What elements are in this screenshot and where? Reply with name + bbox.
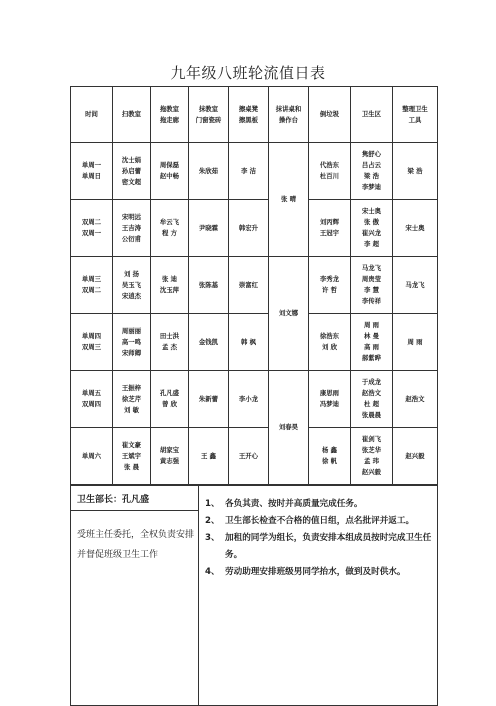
cell-mop: 牟云飞 程 方 xyxy=(151,200,189,257)
rule-item xyxy=(205,513,433,530)
cell-time: 单周四 双周三 xyxy=(71,314,113,371)
cell-mop: 孔凡盛 曾 欣 xyxy=(151,371,189,428)
column-header: 卫生区 xyxy=(351,87,393,143)
cell-desk: 王开心 xyxy=(229,428,269,485)
cell-tools: 赵浩文 xyxy=(393,371,438,428)
cell-wipe: 金钱凯 xyxy=(189,314,229,371)
cell-podium: 刘文娜 xyxy=(269,257,309,371)
minister-duty-text: 受班主任委托，全权负责安排并督促班级卫生工作 xyxy=(71,511,199,706)
rule-text: 卫生部长检查不合格的值日组，点名批评并返工。 xyxy=(225,516,415,526)
rule-item xyxy=(205,496,433,513)
cell-time: 单周六 xyxy=(71,428,113,485)
cell-desk: 韩宏升 xyxy=(229,200,269,257)
cell-area: 崔剑飞 张芝华 孟 玮 赵兴毅 xyxy=(351,428,393,485)
cell-area: 周 雨 林 曼 高 雨 郝紫晔 xyxy=(351,314,393,371)
cell-mop: 田士洪 孟 杰 xyxy=(151,314,189,371)
table-row xyxy=(71,314,438,371)
cell-podium: 张 晴 xyxy=(269,143,309,257)
cell-time: 单周一 单周日 xyxy=(71,143,113,200)
cell-bin: 代浩东 杜百川 xyxy=(309,143,351,200)
cell-mop: 张 迪 沈玉萍 xyxy=(151,257,189,314)
column-header: 抹讲桌和 操作台 xyxy=(269,87,309,143)
cell-podium: 刘春昊 xyxy=(269,371,309,485)
cell-desk: 韩 枫 xyxy=(229,314,269,371)
cell-tools: 宋士奥 xyxy=(393,200,438,257)
header-row xyxy=(71,87,438,143)
rule-number: 3、 xyxy=(205,533,220,543)
cell-sweep: 周丽丽 高一鸣 宋师卿 xyxy=(113,314,151,371)
column-header: 整理卫生 工具 xyxy=(393,87,438,143)
cell-tools: 赵兴毅 xyxy=(393,428,438,485)
cell-area: 于成龙 赵浩文 杜 超 张晨晨 xyxy=(351,371,393,428)
column-header: 拖教室 拖走廊 xyxy=(151,87,189,143)
cell-area: 马龙飞 周贵莹 李 慧 李传祥 xyxy=(351,257,393,314)
rule-text: 加租的同学为组长，负责安排本组成员按时完成卫生任务。 xyxy=(225,533,432,560)
column-header: 倒垃圾 xyxy=(309,87,351,143)
notes-table xyxy=(70,485,438,706)
cell-sweep: 宋明远 王吉涛 公衍甫 xyxy=(113,200,151,257)
rule-number: 4、 xyxy=(205,567,220,577)
rule-item xyxy=(205,564,433,581)
table-row xyxy=(71,371,438,428)
cell-wipe: 朱欣茹 xyxy=(189,143,229,200)
cell-mop: 胡家宝 黄志强 xyxy=(151,428,189,485)
cell-desk: 李 洁 xyxy=(229,143,269,200)
column-header: 扫教室 xyxy=(113,87,151,143)
table-row xyxy=(71,143,438,200)
cell-bin: 康思雨 冯梦迪 xyxy=(309,371,351,428)
table-row xyxy=(71,257,438,314)
minister-heading: 卫生部长：孔凡盛 xyxy=(71,486,199,511)
cell-bin: 李秀龙 许 哲 xyxy=(309,257,351,314)
column-header: 时间 xyxy=(71,87,113,143)
cell-time: 单周三 双周二 xyxy=(71,257,113,314)
cell-tools: 周 雨 xyxy=(393,314,438,371)
cell-tools: 马龙飞 xyxy=(393,257,438,314)
table-row xyxy=(71,200,438,257)
cell-bin: 徐浩东 刘 欣 xyxy=(309,314,351,371)
cell-wipe: 尹晓霖 xyxy=(189,200,229,257)
cell-bin: 杨 鑫 徐 帆 xyxy=(309,428,351,485)
rule-text: 各负其责、按时并高质量完成任务。 xyxy=(225,499,363,509)
rule-item xyxy=(205,530,433,564)
table-row xyxy=(71,428,438,485)
cell-area: 隽舒心 吕占云 梁 浩 李梦迪 xyxy=(351,143,393,200)
column-header: 擦桌凳 擦黑板 xyxy=(229,87,269,143)
cell-wipe: 张陈基 xyxy=(189,257,229,314)
cell-wipe: 王 鑫 xyxy=(189,428,229,485)
cell-wipe: 朱新蕾 xyxy=(189,371,229,428)
cell-sweep: 刘 扬 吴玉飞 宋逍杰 xyxy=(113,257,151,314)
cell-tools: 梁 浩 xyxy=(393,143,438,200)
cell-time: 单周五 双周四 xyxy=(71,371,113,428)
cell-area: 宋士奥 张 傲 崔兴龙 李 超 xyxy=(351,200,393,257)
cell-sweep: 沈士娟 孙启蕾 密文超 xyxy=(113,143,151,200)
duty-table xyxy=(70,86,438,485)
cell-sweep: 崔文豪 王斌宇 张 晨 xyxy=(113,428,151,485)
cell-time: 双周二 双周一 xyxy=(71,200,113,257)
cell-bin: 刘丙辉 王冠宇 xyxy=(309,200,351,257)
rule-number: 2、 xyxy=(205,516,220,526)
page-title: 九年级八班轮流值日表 xyxy=(170,64,326,82)
cell-sweep: 王振梓 徐芝芹 刘 敏 xyxy=(113,371,151,428)
cell-desk: 李小龙 xyxy=(229,371,269,428)
column-header: 抹教室 门窗瓷砖 xyxy=(189,87,229,143)
cell-desk: 崇富红 xyxy=(229,257,269,314)
cell-mop: 周保磊 赵中畅 xyxy=(151,143,189,200)
rules-cell xyxy=(199,486,438,706)
rule-number: 1、 xyxy=(205,499,220,509)
rule-text: 劳动助理安排班级男同学抬水，做到及时供水。 xyxy=(225,567,406,577)
